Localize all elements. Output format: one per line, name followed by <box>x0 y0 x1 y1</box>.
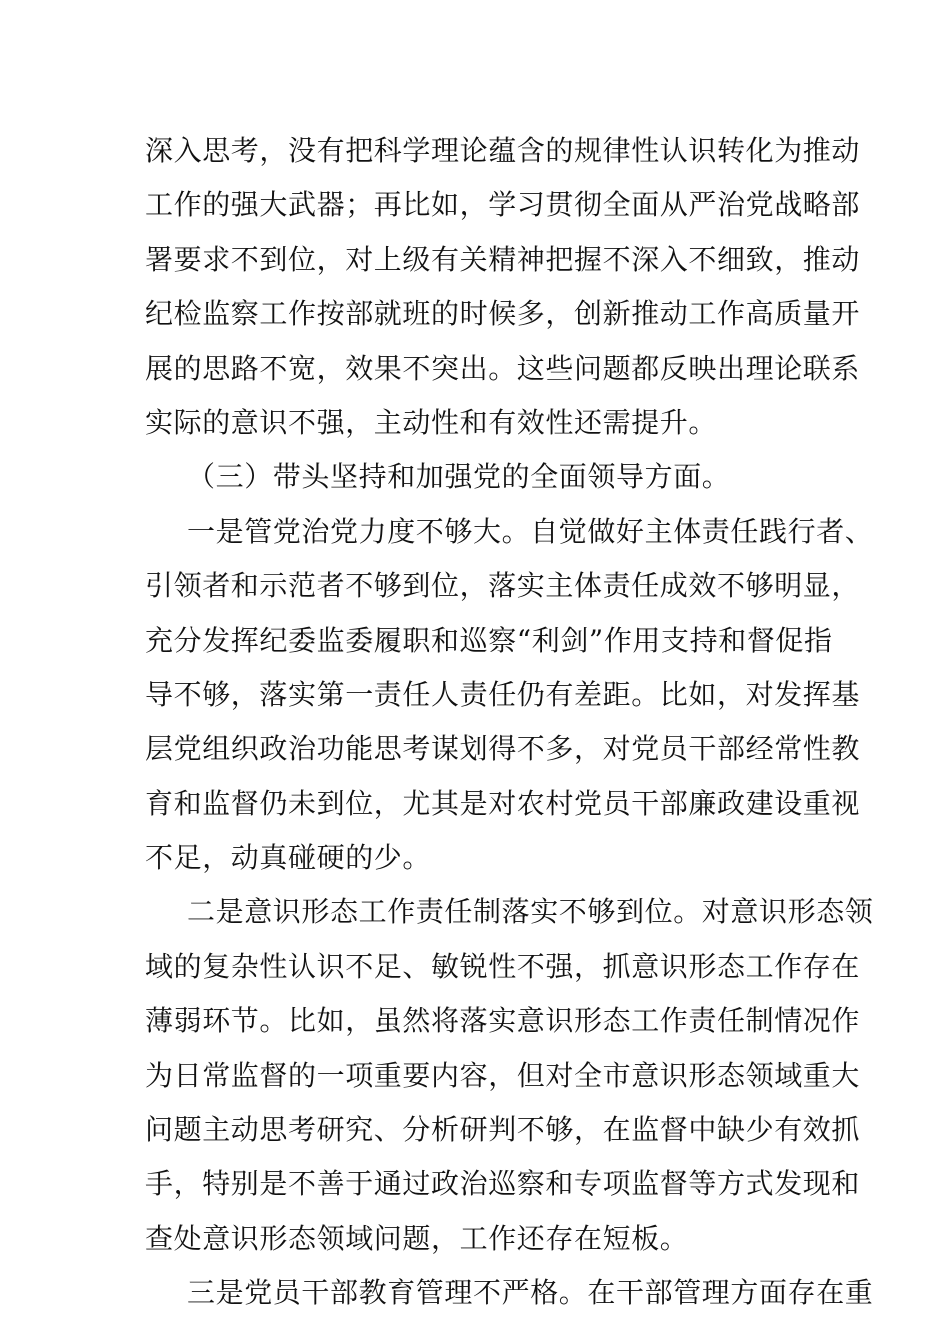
text-line: 层党组织政治功能思考谋划得不多，对党员干部经常性教 <box>145 732 861 766</box>
text-line: 导不够，落实第一责任人责任仍有差距。比如，对发挥基 <box>145 677 861 711</box>
paragraph-start-line: 二是意识形态工作责任制落实不够到位。对意识形态领 <box>187 895 874 929</box>
text-line: 查处意识形态领域问题，工作还存在短板。 <box>145 1221 689 1255</box>
paragraph-start-line: 三是党员干部教育管理不严格。在干部管理方面存在重 <box>187 1276 874 1310</box>
text-line: 充分发挥纪委监委履职和巡察“利剑”作用支持和督促指 <box>145 623 833 657</box>
text-line: 实际的意识不强，主动性和有效性还需提升。 <box>145 405 718 439</box>
text-line: 署要求不到位，对上级有关精神把握不深入不细致，推动 <box>145 242 861 276</box>
text-line: 手，特别是不善于通过政治巡察和专项监督等方式发现和 <box>145 1167 861 1201</box>
text-line: 深入思考，没有把科学理论蕴含的规律性认识转化为推动 <box>145 134 861 167</box>
text-line: 展的思路不宽，效果不突出。这些问题都反映出理论联系 <box>145 351 861 385</box>
text-line: 薄弱环节。比如，虽然将落实意识形态工作责任制情况作 <box>145 1004 861 1038</box>
text-line: 育和监督仍未到位，尤其是对农村党员干部廉政建设重视 <box>145 786 861 820</box>
text-line: 引领者和示范者不够到位，落实主体责任成效不够明显， <box>145 569 861 603</box>
text-line: 不足，动真碰硬的少。 <box>145 841 432 875</box>
document-body <box>145 124 874 1321</box>
paragraph-start-line: 一是管党治党力度不够大。自觉做好主体责任践行者、 <box>187 514 874 548</box>
text-line: 问题主动思考研究、分析研判不够，在监督中缺少有效抓 <box>145 1113 861 1147</box>
text-line: 为日常监督的一项重要内容，但对全市意识形态领域重大 <box>145 1058 861 1092</box>
section-heading: （三）带头坚持和加强党的全面领导方面。 <box>187 460 731 494</box>
text-line: 域的复杂性认识不足、敏锐性不强，抓意识形态工作存在 <box>145 949 861 983</box>
text-line: 工作的强大武器；再比如，学习贯彻全面从严治党战略部 <box>145 188 861 222</box>
text-line: 纪检监察工作按部就班的时候多，创新推动工作高质量开 <box>145 297 861 331</box>
